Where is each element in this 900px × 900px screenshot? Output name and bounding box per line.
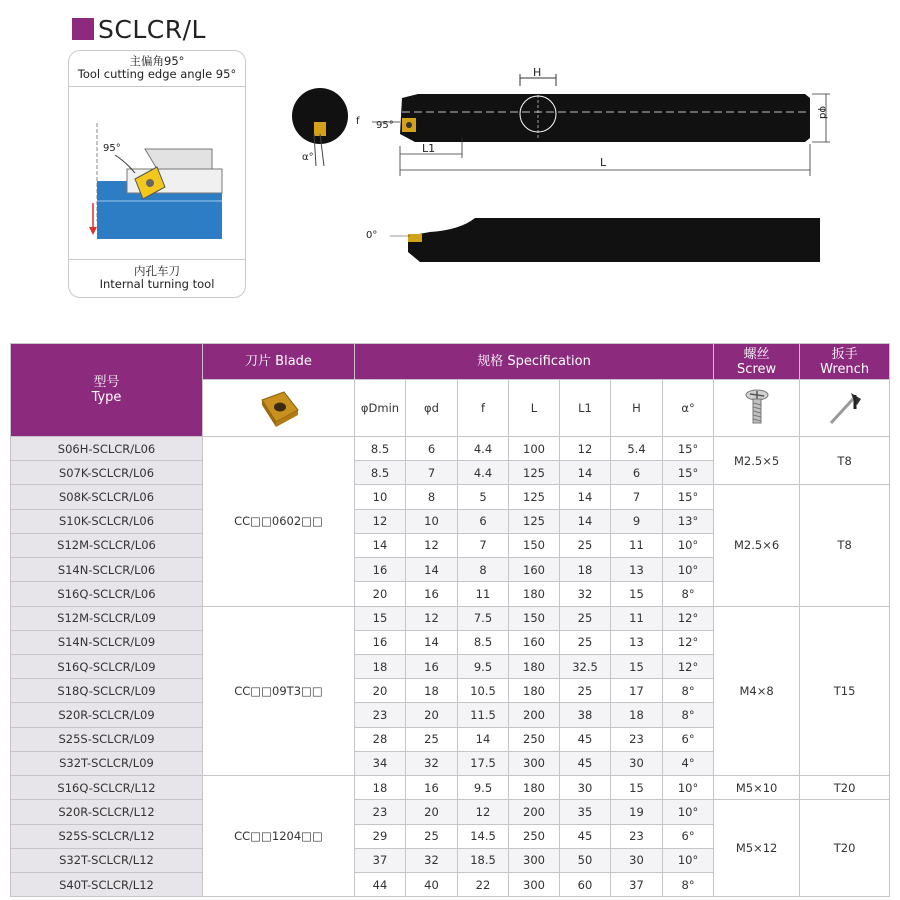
spec-cell: 20	[355, 679, 406, 703]
spec-cell: 29	[355, 824, 406, 848]
model-cell: S08K-SCLCR/L06	[11, 485, 203, 509]
screw-icon	[742, 389, 772, 427]
spec-cell: 7.5	[458, 606, 509, 630]
spec-cell: 16	[355, 630, 406, 654]
wrench-cell: T20	[800, 776, 890, 800]
spec-cell: 6	[611, 461, 663, 485]
spec-cell: 200	[509, 800, 560, 824]
spec-cell: 32	[406, 751, 458, 775]
spec-cell: 8°	[663, 872, 714, 896]
wrench-header	[800, 344, 890, 380]
spec-cell: 6°	[663, 824, 714, 848]
model-cell: S16Q-SCLCR/L06	[11, 582, 203, 606]
svg-text:φd: φd	[817, 106, 828, 119]
spec-cell: 16	[406, 776, 458, 800]
spec-cell: 5.4	[611, 437, 663, 461]
svg-text:L1: L1	[422, 142, 436, 155]
page-header	[72, 14, 206, 44]
spec-cell: 13	[611, 558, 663, 582]
spec-cell: 6	[406, 437, 458, 461]
spec-cell: 160	[509, 630, 560, 654]
wrench-cell: T8	[800, 485, 890, 606]
model-cell: S16Q-SCLCR/L12	[11, 776, 203, 800]
screw-cell: M2.5×5	[714, 437, 800, 485]
spec-cell: 14	[406, 558, 458, 582]
spec-cell: 14	[458, 727, 509, 751]
spec-cell: 16	[406, 654, 458, 678]
col-H: H	[611, 380, 663, 437]
blade-cell: CC□□0602□□	[203, 437, 355, 607]
spec-cell: 14	[560, 461, 611, 485]
blade-cell: CC□□1204□□	[203, 776, 355, 897]
spec-cell: 300	[509, 872, 560, 896]
spec-cell: 30	[611, 751, 663, 775]
model-cell: S12M-SCLCR/L09	[11, 606, 203, 630]
spec-cell: 32.5	[560, 654, 611, 678]
spec-cell: 9.5	[458, 654, 509, 678]
spec-cell: 10°	[663, 776, 714, 800]
screw-cell: M5×10	[714, 776, 800, 800]
spec-cell: 125	[509, 461, 560, 485]
wrench-header-cn: 扳手	[831, 346, 858, 362]
table-row	[11, 606, 890, 630]
model-cell: S32T-SCLCR/L09	[11, 751, 203, 775]
spec-cell: 8°	[663, 679, 714, 703]
spec-cell: 10°	[663, 848, 714, 872]
model-cell: S06H-SCLCR/L06	[11, 437, 203, 461]
spec-cell: 40	[406, 872, 458, 896]
spec-cell: 14	[406, 630, 458, 654]
spec-cell: 10°	[663, 533, 714, 557]
spec-cell: 17	[611, 679, 663, 703]
screw-cell: M5×12	[714, 800, 800, 897]
spec-cell: 4.4	[458, 461, 509, 485]
spec-cell: 34	[355, 751, 406, 775]
spec-cell: 125	[509, 509, 560, 533]
spec-cell: 180	[509, 679, 560, 703]
spec-cell: 18	[355, 776, 406, 800]
spec-cell: 5	[458, 485, 509, 509]
spec-cell: 180	[509, 582, 560, 606]
svg-text:H: H	[533, 66, 542, 79]
spec-cell: 15	[611, 776, 663, 800]
type-header-cn: 型号	[93, 375, 120, 390]
spec-cell: 12°	[663, 606, 714, 630]
spec-cell: 25	[560, 606, 611, 630]
spec-cell: 15°	[663, 485, 714, 509]
spec-cell: 12	[560, 437, 611, 461]
spec-cell: 8°	[663, 703, 714, 727]
model-cell: S18Q-SCLCR/L09	[11, 679, 203, 703]
spec-cell: 4°	[663, 751, 714, 775]
spec-cell: 180	[509, 654, 560, 678]
spec-cell: 9	[611, 509, 663, 533]
spec-cell: 14	[560, 509, 611, 533]
screw-cell: M4×8	[714, 606, 800, 776]
spec-cell: 23	[355, 800, 406, 824]
wrench-icon	[825, 389, 865, 427]
caption-top	[69, 55, 245, 81]
spec-cell: 13	[611, 630, 663, 654]
model-cell: S16Q-SCLCR/L09	[11, 654, 203, 678]
spec-cell: 20	[406, 800, 458, 824]
spec-cell: 150	[509, 606, 560, 630]
spec-cell: 12°	[663, 654, 714, 678]
screw-header-en: Screw	[737, 361, 777, 377]
col-f: f	[458, 380, 509, 437]
blade-header: 刀片 Blade	[203, 344, 355, 380]
spec-cell: 12	[458, 800, 509, 824]
spec-cell: 30	[560, 776, 611, 800]
spec-cell: 15°	[663, 437, 714, 461]
svg-text:95°: 95°	[103, 143, 121, 154]
spec-cell: 180	[509, 776, 560, 800]
spec-cell: 6	[458, 509, 509, 533]
spec-cell: 16	[355, 558, 406, 582]
screw-header	[714, 344, 800, 380]
cutting-diagram	[87, 121, 229, 271]
screw-cell: M2.5×6	[714, 485, 800, 606]
wrench-cell: T8	[800, 437, 890, 485]
spec-cell: 35	[560, 800, 611, 824]
spec-cell: 7	[611, 485, 663, 509]
spec-cell: 11.5	[458, 703, 509, 727]
spec-cell: 300	[509, 751, 560, 775]
spec-cell: 37	[611, 872, 663, 896]
insert-end-view	[314, 122, 326, 136]
table-row	[11, 800, 890, 824]
spec-cell: 12	[355, 509, 406, 533]
spec-cell: 18.5	[458, 848, 509, 872]
spec-cell: 15	[355, 606, 406, 630]
insert-top-view	[408, 234, 422, 242]
spec-cell: 60	[560, 872, 611, 896]
wrench-cell: T15	[800, 606, 890, 776]
wrench-image	[800, 380, 890, 437]
spec-cell: 28	[355, 727, 406, 751]
spec-cell: 160	[509, 558, 560, 582]
spec-cell: 11	[611, 606, 663, 630]
spec-cell: 20	[355, 582, 406, 606]
spec-cell: 4.4	[458, 437, 509, 461]
model-cell: S12M-SCLCR/L06	[11, 533, 203, 557]
col-L: L	[509, 380, 560, 437]
spec-cell: 19	[611, 800, 663, 824]
spec-cell: 15°	[663, 461, 714, 485]
spec-cell: 12°	[663, 630, 714, 654]
caption-bottom-cn: 内孔车刀	[134, 264, 180, 278]
spec-cell: 45	[560, 751, 611, 775]
spec-cell: 22	[458, 872, 509, 896]
caption-top-en: Tool cutting edge angle 95°	[77, 67, 237, 81]
spec-cell: 300	[509, 848, 560, 872]
spec-cell: 8.5	[355, 461, 406, 485]
spec-cell: 150	[509, 533, 560, 557]
insert-icon	[256, 388, 302, 428]
spec-cell: 50	[560, 848, 611, 872]
spec-cell: 23	[611, 824, 663, 848]
spec-cell: 15	[611, 582, 663, 606]
model-cell: S14N-SCLCR/L09	[11, 630, 203, 654]
spec-cell: 8	[406, 485, 458, 509]
spec-cell: 7	[458, 533, 509, 557]
model-cell: S20R-SCLCR/L09	[11, 703, 203, 727]
model-cell: S25S-SCLCR/L09	[11, 727, 203, 751]
spec-cell: 8.5	[458, 630, 509, 654]
table-row	[11, 437, 890, 461]
table-row	[11, 776, 890, 800]
spec-cell: 18	[355, 654, 406, 678]
blade-insert-image	[203, 380, 355, 437]
spec-cell: 23	[355, 703, 406, 727]
spec-cell: 37	[355, 848, 406, 872]
title-square-marker	[72, 18, 94, 40]
spec-cell: 17.5	[458, 751, 509, 775]
spec-cell: 12	[406, 533, 458, 557]
spec-cell: 18	[611, 703, 663, 727]
spec-header: 规格 Specification	[355, 344, 714, 380]
spec-cell: 10.5	[458, 679, 509, 703]
spec-cell: 45	[560, 824, 611, 848]
spec-cell: 7	[406, 461, 458, 485]
model-cell: S32T-SCLCR/L12	[11, 848, 203, 872]
type-header-en: Type	[91, 390, 122, 405]
spec-cell: 14.5	[458, 824, 509, 848]
col-d: φd	[406, 380, 458, 437]
type-header	[11, 344, 203, 437]
col-L1: L1	[560, 380, 611, 437]
spec-cell: 20	[406, 703, 458, 727]
spec-cell: 10°	[663, 800, 714, 824]
spec-cell: 30	[611, 848, 663, 872]
spec-cell: 100	[509, 437, 560, 461]
wrench-cell: T20	[800, 800, 890, 897]
spec-cell: 14	[560, 485, 611, 509]
spec-cell: 14	[355, 533, 406, 557]
spec-cell: 25	[560, 679, 611, 703]
svg-text:0°: 0°	[366, 230, 378, 241]
spec-cell: 10	[355, 485, 406, 509]
spec-cell: 9.5	[458, 776, 509, 800]
spec-cell: 32	[560, 582, 611, 606]
model-cell: S10K-SCLCR/L06	[11, 509, 203, 533]
spec-cell: 125	[509, 485, 560, 509]
spec-cell: 38	[560, 703, 611, 727]
spec-cell: 15	[611, 654, 663, 678]
model-cell: S40T-SCLCR/L12	[11, 872, 203, 896]
model-cell: S14N-SCLCR/L06	[11, 558, 203, 582]
screw-header-cn: 螺丝	[743, 346, 770, 362]
spec-cell: 44	[355, 872, 406, 896]
alpha-label: α°	[302, 152, 314, 163]
spec-cell: 16	[406, 582, 458, 606]
spec-cell: 23	[611, 727, 663, 751]
spec-cell: 25	[560, 533, 611, 557]
screw-image	[714, 380, 800, 437]
spec-cell: 250	[509, 727, 560, 751]
spec-cell: 250	[509, 824, 560, 848]
spec-cell: 25	[406, 824, 458, 848]
spec-cell: 8.5	[355, 437, 406, 461]
model-cell: S25S-SCLCR/L12	[11, 824, 203, 848]
spec-cell: 18	[406, 679, 458, 703]
illustration-box	[68, 50, 246, 298]
divider	[69, 86, 245, 87]
col-dmin: φDmin	[355, 380, 406, 437]
spec-cell: 10	[406, 509, 458, 533]
divider	[69, 259, 245, 260]
blade-cell: CC□□09T3□□	[203, 606, 355, 776]
spec-cell: 13°	[663, 509, 714, 533]
col-alpha: α°	[663, 380, 714, 437]
spec-cell: 25	[406, 727, 458, 751]
caption-bottom	[69, 265, 245, 291]
spec-table	[10, 343, 890, 897]
spec-cell: 25	[560, 630, 611, 654]
spec-cell: 32	[406, 848, 458, 872]
spec-cell: 11	[611, 533, 663, 557]
spec-cell: 10°	[663, 558, 714, 582]
wrench-header-en: Wrench	[820, 361, 870, 377]
spec-cell: 11	[458, 582, 509, 606]
table-row	[11, 485, 890, 509]
model-cell: S07K-SCLCR/L06	[11, 461, 203, 485]
spec-cell: 200	[509, 703, 560, 727]
page-title: SCLCR/L	[98, 14, 206, 44]
caption-bottom-en: Internal turning tool	[99, 277, 215, 291]
spec-cell: 6°	[663, 727, 714, 751]
spec-cell: 8	[458, 558, 509, 582]
svg-text:95°: 95°	[376, 120, 394, 131]
model-cell: S20R-SCLCR/L12	[11, 800, 203, 824]
spec-cell: 18	[560, 558, 611, 582]
svg-text:L: L	[600, 156, 607, 169]
caption-top-cn: 主偏角95°	[129, 54, 185, 68]
table-body	[11, 437, 890, 897]
spec-cell: 8°	[663, 582, 714, 606]
spec-cell: 45	[560, 727, 611, 751]
svg-text:f: f	[356, 116, 360, 127]
spec-cell: 12	[406, 606, 458, 630]
tool-dimension-drawing	[290, 66, 850, 266]
